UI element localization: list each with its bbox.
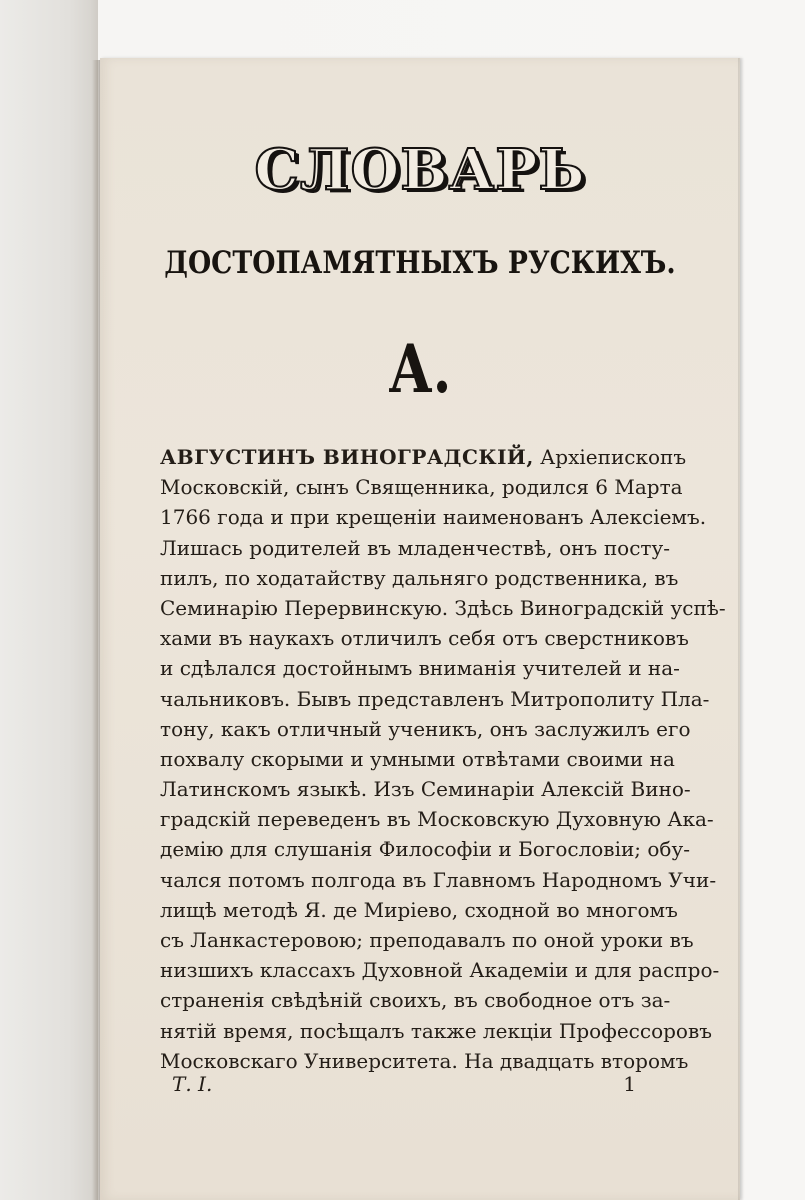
text-line: [160, 442, 687, 472]
text-line: Латинскомъ языкѣ. Изъ Семинаріи Алексій Вино-: [160, 777, 691, 802]
text-line: похвалу скорыми и умными отвѣтами своими на: [160, 746, 675, 771]
text-line: нятій время, посѣщалъ также лекціи Профессоровъ: [160, 1018, 712, 1043]
text-line: Семинарію Перервинскую. Здѣсь Виноградскій успѣ-: [160, 595, 726, 620]
entry-headword: АВГУСТИНЪ ВИНОГРАДСКІЙ,: [160, 445, 534, 469]
book-subtitle: ДОСТОПАМЯТНЫХЪ РУСКИХЪ.: [164, 245, 676, 281]
text-line: лищѣ методѣ Я. де Миріево, сходной во многомъ: [160, 897, 678, 922]
text-line: чальниковъ. Бывъ представленъ Митрополиту Пла-: [160, 686, 710, 711]
text-line: низшихъ классахъ Духовной Академіи и для распро-: [160, 958, 720, 983]
text-line: пилъ, по ходатайству дальняго родственника, въ: [160, 565, 679, 590]
left-page-edge: [0, 0, 98, 1200]
text-line: чался потомъ полгода въ Главномъ Народномъ Учи-: [160, 867, 717, 892]
text-line: Московскій, сынъ Священника, родился 6 Марта: [160, 475, 683, 500]
section-letter: А.: [388, 330, 452, 408]
text-line: хами въ наукахъ отличилъ себя отъ сверстниковъ: [160, 626, 689, 651]
book-page: [100, 58, 740, 1200]
text-line: страненія свѣдѣній своихъ, въ свободное отъ за-: [160, 988, 671, 1013]
text-line: демію для слушанія Философіи и Богословіи; обу-: [160, 837, 690, 862]
page-edge-shadow: [738, 58, 744, 1200]
signature-number: 1: [623, 1072, 636, 1096]
text-line: 1766 года и при крещеніи наименованъ Алексіемъ.: [160, 505, 707, 530]
text-line: градскій переведенъ въ Московскую Духовную Ака-: [160, 807, 714, 832]
text-line: съ Ланкастеровою; преподавалъ по оной уроки въ: [160, 928, 694, 952]
entry-text: [160, 442, 726, 1076]
text-line: Лишась родителей въ младенчествѣ, онъ посту-: [160, 535, 670, 560]
text-line-rest: Архіепископъ: [533, 445, 687, 469]
text-line: Московскаго Университета. На двадцать второмъ: [160, 1048, 689, 1073]
book-title: СЛОВАРЬ: [254, 137, 586, 203]
text-line: и сдѣлался достойнымъ вниманія учителей и на-: [160, 656, 680, 681]
volume-mark: Т. І.: [172, 1072, 213, 1096]
text-line: тону, какъ отличный ученикъ, онъ заслужилъ его: [160, 716, 691, 741]
